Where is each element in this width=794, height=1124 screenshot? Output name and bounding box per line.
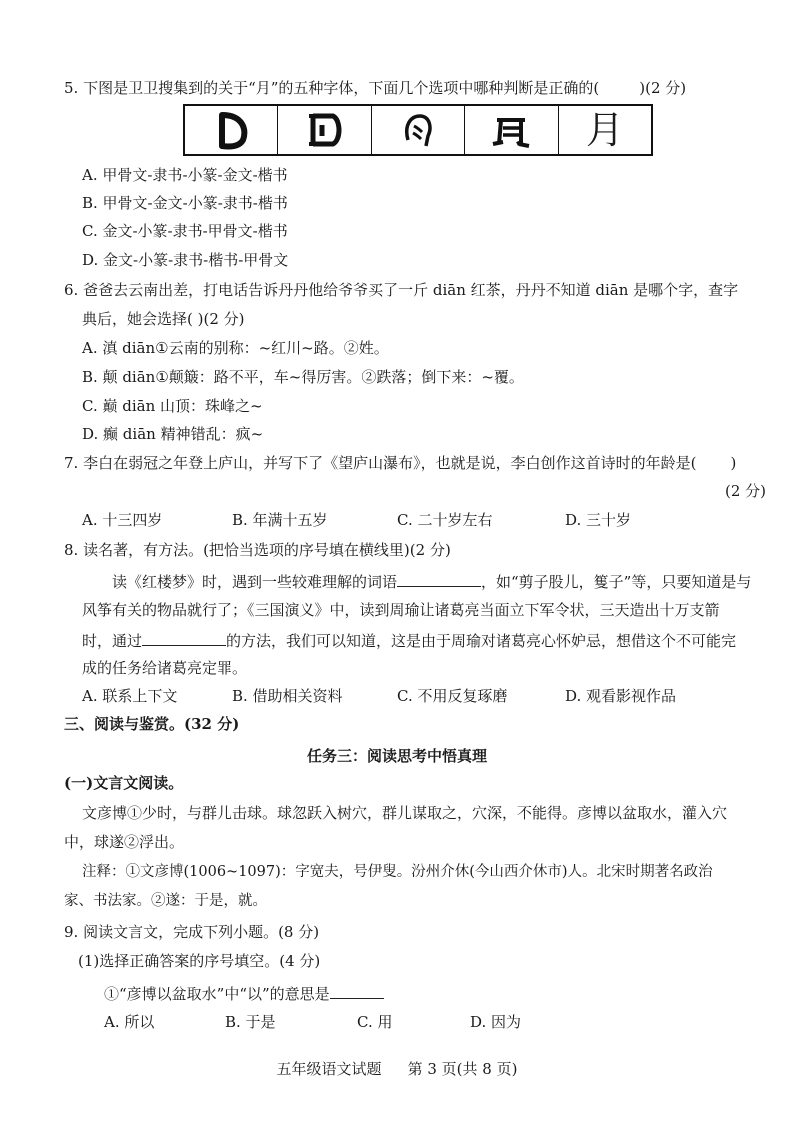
q8-option-a: A. 联系上下文 bbox=[82, 687, 178, 705]
q9-blank-1[interactable] bbox=[330, 982, 384, 999]
q5-stem bbox=[64, 78, 686, 98]
q6-option-a: A. 滇 diān①云南的别称：~红川~路。②姓。 bbox=[82, 339, 389, 357]
q8-para-line4: 成的任务给诸葛亮定罪。 bbox=[82, 659, 248, 677]
passage-line2: 中，球遂②浮出。 bbox=[64, 833, 185, 851]
note-line2: 家、书法家。②遂：于是，就。 bbox=[64, 893, 267, 909]
passage-line1: 文彦博①少时，与群儿击球。球忽跃入树穴，群儿谋取之，穴深，不能得。彦博以盆取水，灌入穴 bbox=[82, 804, 728, 822]
bronze-yue-icon bbox=[303, 110, 347, 150]
q8-blank-1[interactable] bbox=[397, 570, 481, 587]
note-line1: 注释：①文彦博(1006~1097)：字宽夫，号伊叟。汾州介休(今山西介休市)人。北宋时期著名政治 bbox=[82, 864, 713, 880]
glyph-cell-5 bbox=[558, 106, 651, 154]
q6-option-c: C. 巅 diān 山顶：珠峰之~ bbox=[82, 397, 263, 415]
q7-option-a: A. 十三四岁 bbox=[82, 511, 163, 529]
glyph-cell-1 bbox=[185, 106, 277, 154]
q7-score: (2 分) bbox=[724, 482, 766, 500]
q8-blank-2[interactable] bbox=[142, 629, 226, 646]
q7-paren-close: ) bbox=[730, 454, 737, 472]
q6-option-d: D. 癫 diān 精神错乱：疯~ bbox=[82, 425, 264, 443]
q9-option-d: D. 因为 bbox=[470, 1013, 522, 1031]
task3-title: 任务三：阅读思考中悟真理 bbox=[306, 747, 487, 765]
yue-glyph-table bbox=[183, 104, 653, 156]
seal-yue-icon bbox=[396, 110, 440, 150]
oracle-bone-yue-icon bbox=[209, 110, 253, 150]
footer-page-number: 第 3 页(共 8 页) bbox=[407, 1060, 518, 1078]
q8-p3a: 时，通过 bbox=[82, 632, 143, 650]
q9-item1-text: ①“彦博以盆取水”中“以”的意思是 bbox=[104, 985, 330, 1003]
section3-heading: 三、阅读与鉴赏。(32 分) bbox=[64, 715, 240, 733]
q8-option-b: B. 借助相关资料 bbox=[232, 687, 343, 705]
q8-stem: 8. 读名著，有方法。(把恰当选项的序号填在横线里)(2 分) bbox=[64, 541, 451, 559]
q8-p1a: 读《红楼梦》时，遇到一些较难理解的词语 bbox=[112, 573, 398, 591]
page-footer bbox=[0, 1058, 794, 1079]
q5-option-d: D. 金文-小篆-隶书-楷书-甲骨文 bbox=[82, 251, 289, 269]
q5-option-c: C. 金文-小篆-隶书-甲骨文-楷书 bbox=[82, 222, 288, 240]
q7-option-d: D. 三十岁 bbox=[565, 511, 632, 529]
q8-p1b: ，如“剪子股儿，篗子”等，只要知道是与 bbox=[481, 573, 752, 591]
q9-option-a: A. 所以 bbox=[104, 1013, 155, 1031]
classical-reading-subheading: (一)文言文阅读。 bbox=[64, 774, 184, 792]
footer-title: 五年级语文试题 bbox=[276, 1060, 382, 1078]
regular-yue-icon: 月 bbox=[585, 108, 624, 152]
q6-stem-line2: 典后，她会选择( )(2 分) bbox=[82, 310, 245, 328]
q8-para-line2: 风筝有关的物品就行了；《三国演义》中，读到周瑜让诸葛亮当面立下军令状，三天造出十万支箭 bbox=[82, 601, 720, 619]
q9-option-c: C. 用 bbox=[357, 1013, 393, 1031]
q8-option-d: D. 观看影视作品 bbox=[565, 687, 677, 705]
q9-item1 bbox=[104, 982, 384, 1004]
glyph-cell-4 bbox=[464, 106, 557, 154]
q7-option-b: B. 年满十五岁 bbox=[232, 511, 328, 529]
q6-stem-line1: 6. 爸爸去云南出差，打电话告诉丹丹他给爷爷买了一斤 diān 红茶，丹丹不知道 diān 是哪个字，查字 bbox=[64, 281, 739, 299]
q8-p3b: 的方法，我们可以知道，这是由于周瑜对诸葛亮心怀妒忌，想借这个不可能完 bbox=[226, 632, 737, 650]
q6-option-b: B. 颠 diān①颠簸：路不平，车~得厉害。②跌落；倒下来：~覆。 bbox=[82, 368, 524, 386]
q8-para-line1 bbox=[112, 570, 751, 592]
q8-option-c: C. 不用反复琢磨 bbox=[397, 687, 508, 705]
q8-para-line3 bbox=[82, 629, 736, 651]
q5-option-b: B. 甲骨文-金文-小篆-隶书-楷书 bbox=[82, 194, 288, 212]
q7-stem bbox=[64, 453, 736, 473]
glyph-cell-3 bbox=[371, 106, 464, 154]
q5-option-a: A. 甲骨文-隶书-小篆-金文-楷书 bbox=[82, 166, 288, 184]
q5-stem-text: 5. 下图是卫卫搜集到的关于“月”的五种字体，下面几个选项中哪种判断是正确的( bbox=[64, 79, 600, 97]
clerical-yue-icon bbox=[489, 110, 533, 150]
glyph-cell-2 bbox=[277, 106, 370, 154]
q5-score: )(2 分) bbox=[639, 79, 687, 97]
q9-sub1: (1)选择正确答案的序号填空。(4 分) bbox=[78, 952, 321, 970]
q7-option-c: C. 二十岁左右 bbox=[397, 511, 493, 529]
q9-option-b: B. 于是 bbox=[225, 1013, 276, 1031]
q9-stem: 9. 阅读文言文，完成下列小题。(8 分) bbox=[64, 923, 320, 941]
q7-stem-text: 7. 李白在弱冠之年登上庐山，并写下了《望庐山瀑布》，也就是说，李白创作这首诗时的年龄是( bbox=[64, 454, 697, 472]
